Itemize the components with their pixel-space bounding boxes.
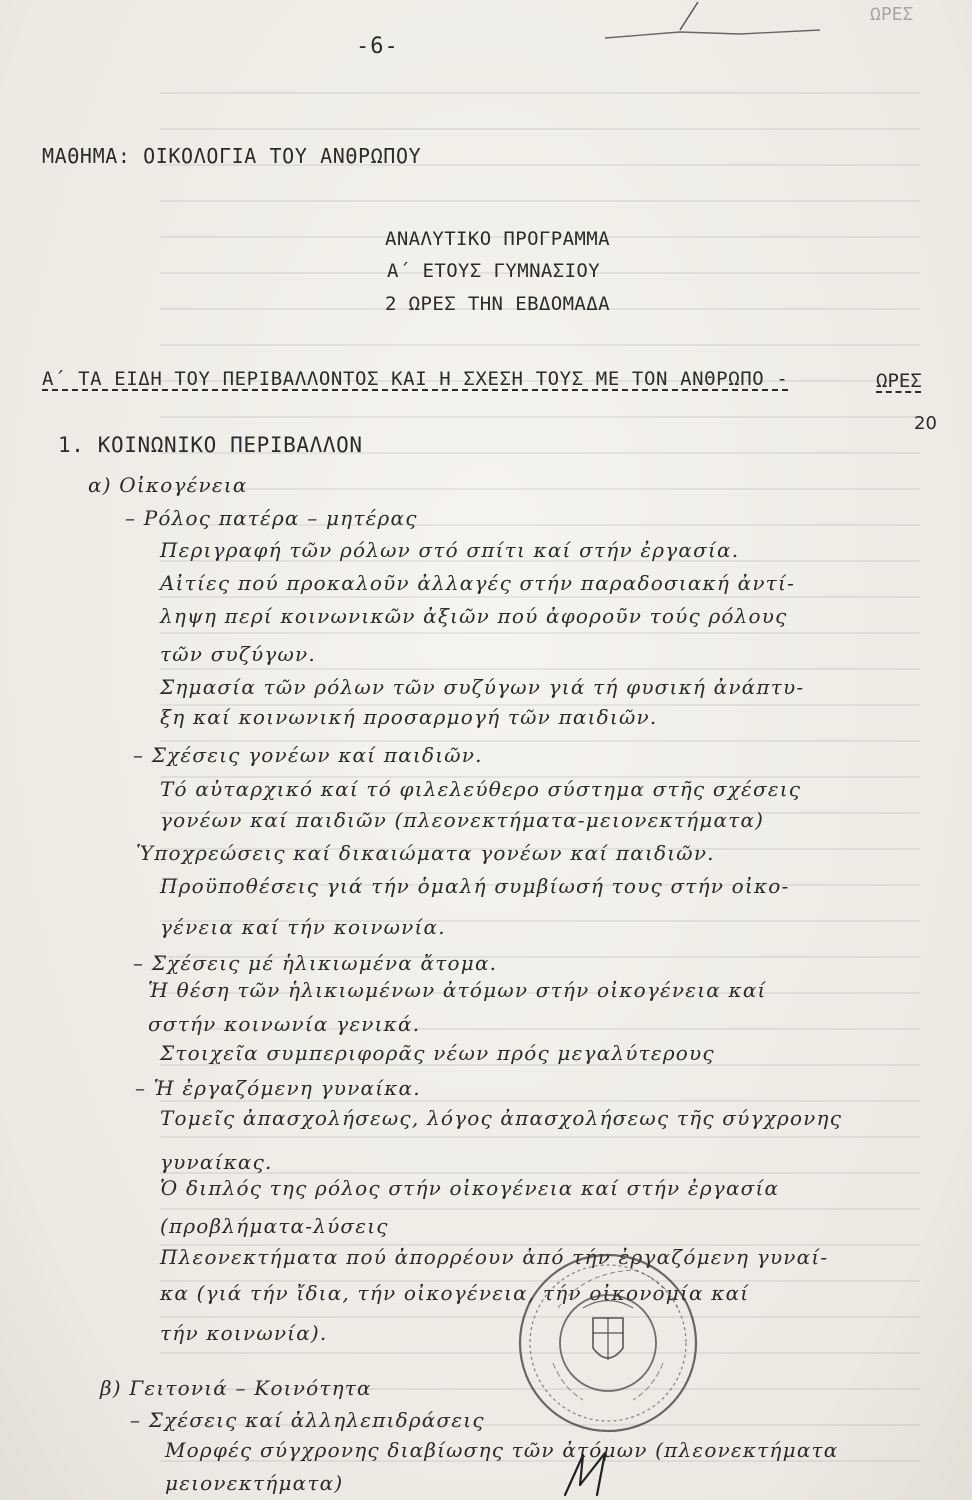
body-line: ξη καί κοινωνική προσαρμογή τῶν παιδιῶν. <box>160 705 658 729</box>
body-line: Προϋποθέσεις γιά τήν ὁμαλή συμβίωσή τους στήν οἰκο- <box>160 874 790 898</box>
body-line: Ἡ θέση τῶν ἡλικιωμένων ἀτόμων στήν οἰκογένεια καί <box>148 978 767 1002</box>
hours-label: ΩΡΕΣ <box>876 370 922 392</box>
body-line: μειονεκτήματα) <box>165 1471 344 1495</box>
body-line: α) Οἰκογένεια <box>88 473 248 497</box>
body-line: τήν κοινωνία). <box>160 1321 328 1345</box>
body-line: τῶν συζύγων. <box>160 642 316 666</box>
section-heading: Α΄ ΤΑ ΕΙΔΗ ΤΟΥ ΠΕΡΙΒΑΛΛΟΝΤΟΣ ΚΑΙ Η ΣΧΕΣΗ ΤΟΥΣ ΜΕ ΤΟΝ ΑΝΘΡΩΠΟ - <box>42 368 789 390</box>
program-line-2: Α΄ ΕΤΟΥΣ ΓΥΜΝΑΣΙΟΥ <box>387 260 601 282</box>
body-line: Ὁ διπλός της ρόλος στήν οἰκογένεια καί στήν ἐργασία <box>160 1176 780 1200</box>
body-line: (προβλήματα-λύσεις <box>160 1214 389 1238</box>
body-line: – Σχέσεις γονέων καί παιδιῶν. <box>133 743 483 767</box>
body-line: Περιγραφή τῶν ρόλων στό σπίτι καί στήν ἐργασία. <box>160 538 740 562</box>
body-line: σστήν κοινωνία γενικά. <box>148 1012 421 1036</box>
body-line: γονέων καί παιδιῶν (πλεονεκτήματα-μειονεκτήματα) <box>160 808 765 832</box>
top-right-mark: ΩΡΕΣ <box>870 4 914 25</box>
body-line: γυναίκας. <box>160 1150 273 1174</box>
body-line: Στοιχεῖα συμπεριφορᾶς νέων πρός μεγαλύτερους <box>160 1041 715 1065</box>
body-line: Ὑποχρεώσεις καί δικαιώματα γονέων καί παιδιῶν. <box>136 841 715 865</box>
hours-value: 20 <box>914 413 937 434</box>
body-line: Πλεονεκτήματα πού ἀπορρέουν ἀπό τήν ἐργαζόμενη γυναί- <box>160 1245 829 1269</box>
body-line: – Σχέσεις μέ ἡλικιωμένα ἄτομα. <box>133 951 498 975</box>
body-line: ληψη περί κοινωνικῶν ἀξιῶν πού ἀφοροῦν τούς ρόλους <box>160 604 788 628</box>
program-line-1: ΑΝΑΛΥΤΙΚΟ ΠΡΟΓΡΑΜΜΑ <box>385 228 610 250</box>
handwritten-signature <box>555 1445 645 1500</box>
body-line: Τό αὐταρχικό καί τό φιλελεύθερο σύστημα στῆς σχέσεις <box>160 777 802 801</box>
subject-title: ΜΑΘΗΜΑ: ΟΙΚΟΛΟΓΙΑ ΤΟΥ ΑΝΘΡΩΠΟΥ <box>42 144 422 168</box>
body-line: Σημασία τῶν ρόλων τῶν συζύγων γιά τή φυσική ἀνάπτυ- <box>160 675 805 699</box>
body-line: – Ἡ ἐργαζόμενη γυναίκα. <box>135 1076 421 1100</box>
body-line: Τομεῖς ἀπασχολήσεως, λόγος ἀπασχολήσεως τῆς σύγχρονης <box>160 1106 843 1130</box>
body-line: κα (γιά τήν ἴδια, τήν οἰκογένεια, τήν οἰκονομία καί <box>160 1281 750 1305</box>
body-line: Αἰτίες πού προκαλοῦν ἀλλαγές στήν παραδοσιακή ἀντί- <box>160 571 795 595</box>
body-line: Μορφές σύγχρονης διαβίωσης τῶν ἀτόμων (πλεονεκτήματα <box>165 1438 839 1462</box>
body-line: 1. ΚΟΙΝΩΝΙΚΟ ΠΕΡΙΒΑΛΛΟΝ <box>58 433 363 457</box>
body-line: – Σχέσεις καί ἀλληλεπιδράσεις <box>130 1408 485 1432</box>
top-margin-marks <box>380 0 940 40</box>
page-number: -6- <box>356 34 399 59</box>
official-seal-stamp <box>513 1248 703 1438</box>
program-line-3: 2 ΩΡΕΣ ΤΗΝ ΕΒΔΟΜΑΔΑ <box>385 293 610 315</box>
body-line: β) Γειτονιά – Κοινότητα <box>100 1376 372 1400</box>
body-line: – Ρόλος πατέρα – μητέρας <box>125 506 418 530</box>
body-line: γένεια καί τήν κοινωνία. <box>160 915 446 939</box>
